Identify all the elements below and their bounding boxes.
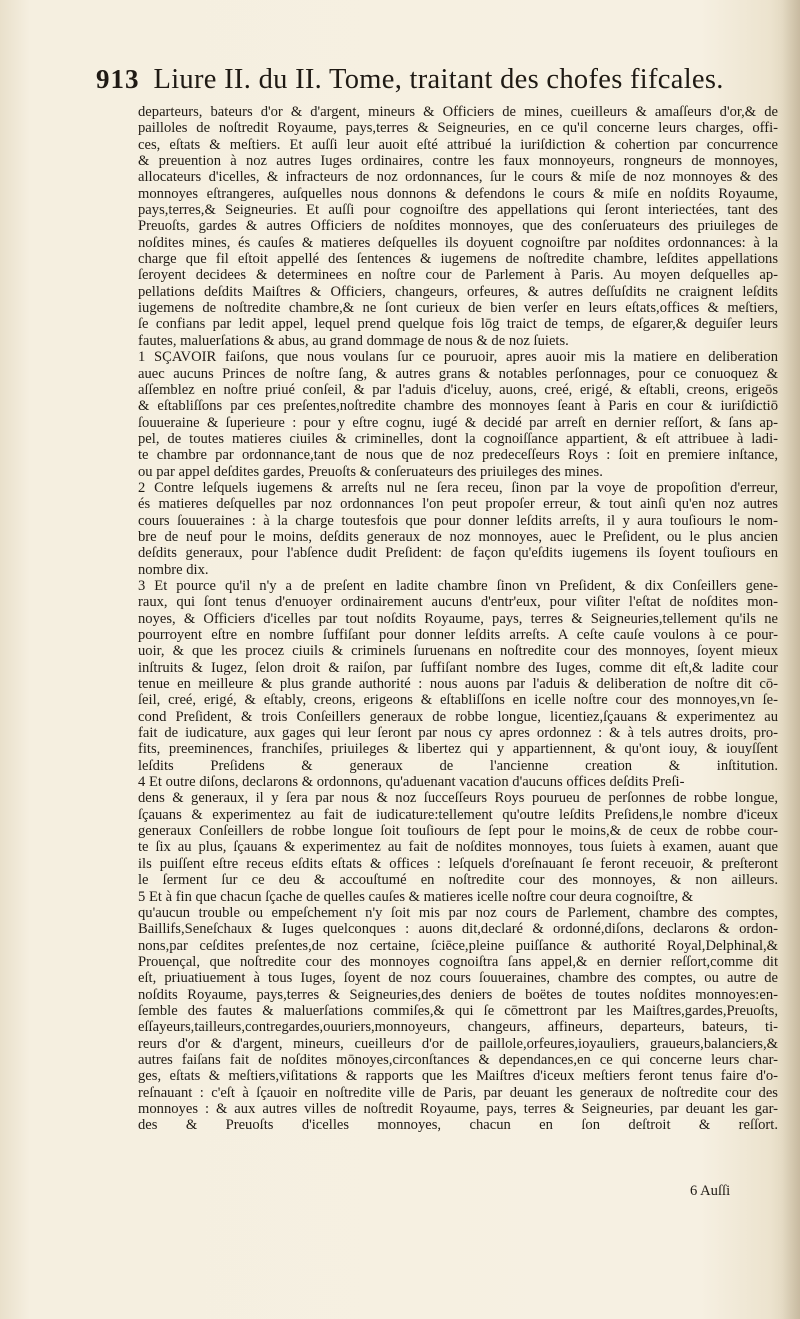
text-line: eſt, priuatiuement à tous Iuges, ſoyent de noz cours ſouueraines, chambre des comptes, ou autre de [138, 970, 778, 987]
text-line: ils puiſſent eſtre receus eſdits eſtats & offices : leſquels d'oreſnauant ſe feront receuoir, & preſteront [138, 855, 778, 872]
text-line: qu'aucun trouble ou empeſchement n'y ſoit mis par noz cours de Parlement, chambre des comptes, [138, 904, 778, 921]
text-line: departeurs, bateurs d'or & d'argent, mineurs & Officiers de mines, cueilleurs & amaſſeurs d'or,& de [138, 104, 778, 120]
text-line: ſeroyent decidees & determinees en noſtre cour de Parlement à Paris. Au moyen deſquelles ap- [138, 267, 778, 284]
page-number: 913 [96, 64, 140, 94]
text-line: noſdites mines, és cauſes & matieres deſquelles ils doyuent cognoiſtre par noſdites ordonnances: à la [138, 234, 778, 251]
text-line: reurs d'or & d'argent, mineurs, cueilleurs d'or de paillole,orfeures,ioyauliers, graueurs,balanciers,& [138, 1035, 778, 1052]
text-line: allocateurs d'icelles, & infracteurs de noz ordonnances, ſur le cours & miſe de noz monnoyes & des [138, 169, 778, 186]
text-line: uoir, & que les procez ciuils & criminels ſuruenans en noſtredite cour des monnoyes, ſoyent mieux [138, 643, 778, 660]
text-line: cours ſouueraines : à la charge toutesfois que pour donner leſdits arreſts, il y aura touſiours le nom- [138, 512, 778, 529]
text-line: bre de neuf pour le moins, deſdits generaux de noz monnoyes, auec le Preſident, ou le plus ancien [138, 528, 778, 545]
text-line: noyes, & Officiers d'icelles par tout noſdits Royaume, pays, terres & Seigneuries,tellement qu'ils ne [138, 610, 778, 627]
text-line: generaux Conſeillers de robbe longue ſoit touſiours de ſept pour le moins,& de ceux de robbe cour- [138, 823, 778, 840]
text-line: monnoyes eſtrangeres, auſquelles nous donnons & defendons le cours & miſe en noſdits Royaume, [138, 185, 778, 202]
text-line: te ſix au plus, ſçauans & experimentez au fait de noſdites monnoyes, tous ſuiets à examen, auant que [138, 839, 778, 856]
text-line: ſe confians par ledit appel, lequel prend quelque fois lōg traict de temps, de eſgarer,& deguiſer leurs [138, 316, 778, 333]
text-line: eſſayeurs,tailleurs,contregardes,ouuriers,monnoyeurs, changeurs, affineurs, departeurs, bateurs, ti- [138, 1019, 778, 1036]
text-line: deſdits generaux, pour l'abſence dudit Preſident: de façon qu'eſdits iugemens ils ſoyent touſiours en [138, 545, 778, 562]
text-line: dens & generaux, il y ſera par nous & noz ſucceſſeurs Roys pourueu de perſonnes de robbe longue, [138, 790, 778, 807]
text-line: autres faiſans fait de noſdites mōnoyes,circonſtances & dependances,en ce qui concerne leurs char- [138, 1051, 778, 1068]
text-line: ſemble des fautes & maluerſations commiſes,& qui ſe cōmettront par les Maiſtres,gardes,Preuoſts, [138, 1002, 778, 1019]
text-line: reſnauant : c'eſt à ſçauoir en noſtredite ville de Paris, par deuant les generaux de noſtredite cour des [138, 1084, 778, 1101]
text-line: Preuoſts, gardes & autres Officiers de noſdites monnoyes, que des conſeruateurs des priuileges de [138, 218, 778, 235]
text-line: 2 Contre leſquels iugemens & arreſts nul ne ſera receu, ſinon par la voye de propoſition d'erreur, [138, 479, 778, 496]
text-line: charge que fil eſtoit appellé des ſentences & iugemens de noſtredite chambre, leſdites appellations [138, 251, 778, 268]
text-line: fait de iudicature, aux gages qui leur ſeront par nous cy apres ordonnez : & à tels autres droits, pro- [138, 725, 778, 742]
text-line: monnoyes : & aux autres villes de noſtredit Royaume, pays, terres & Seigneuries, par deuant les gar- [138, 1100, 778, 1117]
text-line: ou par appel deſdites gardes, Preuoſts & conſeruateurs des priuileges des mines. [138, 463, 603, 480]
text-line: tenue en meilleure & plus grande authorité : nous auons par l'aduis & deliberation de noſtre dit cō- [138, 676, 778, 693]
text-line: aſſemblez en noſtre priué conſeil, & par l'aduis d'iceluy, auons, creé, erigé, & eſtabli, creons, erigeōs [138, 381, 778, 398]
text-line: 5 Et à fin que chacun ſçache de quelles cauſes & matieres icelle noſtre cour deura cognoiſtre, & [138, 888, 694, 905]
text-line: ces, eſtats & meſtiers. Et auſſi leur auoit eſté attribué la iuriſdiction & cohertion par concurrence [138, 136, 778, 153]
text-line: iugemens de noſtredite chambre,& ne ſont curieux de bien verſer en leurs eſtats,offices & meſtiers, [138, 300, 778, 317]
running-title: Liure II. du II. Tome, traitant des chofes fifcales. [153, 64, 724, 95]
text-line: Prouençal, que noſtredite cour des monnoyes cognoiſtra ſans appel,& en dernier reſſort,comme dit [138, 953, 778, 970]
text-line: te chambre par ordonnance,tant de nous que de noz predeceſſeurs Roys : ſoit en premiere inſtance, [138, 447, 778, 464]
page-edge-shadow [782, 0, 800, 1319]
text-line: pailloles de noſtredit Royaume, pays,terres & Seigneuries, en ce qu'il concerne leurs charges, offi- [138, 120, 778, 137]
text-line: fits, preeminences, franchiſes, priuileges & libertez qui y appartiennent, & qu'ont iouy, & iouyſſent [138, 741, 778, 758]
text-line: pellations deſdits Maiſtres & Officiers, changeurs, orfeures, & autres deſſuſdits ne craignent leſdits [138, 283, 778, 300]
text-line: ſouueraine & ſuperieure : pour y eſtre cognu, iugé & decidé par arreſt en dernier reſſort, & ſans ap- [138, 414, 778, 431]
text-line: des & Preuoſts d'icelles monnoyes, chacun en ſon deſtroit & reſſort. [138, 1117, 778, 1134]
text-line: 1 SÇAVOIR faiſons, que nous voulans ſur ce pouruoir, apres auoir mis la matiere en deliberation [138, 349, 778, 366]
text-body [138, 104, 778, 1134]
text-line: auec aucuns Princes de noſtre ſang, & autres grans & notables perſonnages, pour ce conuoquez & [138, 365, 778, 382]
text-line: inſtruits & Iugez, ſelon droit & raiſon, par ſuffiſant nombre des Iuges, comme dit eſt,& ladite cour [138, 659, 778, 676]
text-line: cond Preſident, & trois Conſeillers generaux de robbe longue, licentiez,ſçauans & experimentez au [138, 708, 778, 725]
text-line: & eſtabliſſons par ces preſentes,noſtredite chambre des monnoyes ſeant à Paris en cour & iuriſdictiō [138, 398, 778, 415]
text-line: pel, de toutes matieres ciuiles & criminelles, dont la cognoiſſance appartient, & eſt attribuee à ladi- [138, 430, 778, 447]
text-line: & preuention à noz autres Iuges ordinaires, contre les faux monnoyeurs, rongneurs de monnoyes, [138, 153, 778, 170]
text-line: ges, eſtats & meſtiers,viſitations & rapports que les Maiſtres d'iceux meſtiers feront tenus faire d'o- [138, 1068, 778, 1085]
text-line: noſdits Royaume, pays,terres & Seigneuries,des deniers de boëtes de toutes noſdites monnoyes:en- [138, 986, 778, 1003]
text-line: Baillifs,Seneſchaux & Iuges quelconques : auons dit,declaré & ordonné,diſons, declarons & ordon- [138, 921, 778, 938]
text-line: nombre dix. [138, 561, 209, 578]
catchword: 6 Auſſi [690, 1183, 731, 1199]
text-line: raux, qui ſont tenus d'enuoyer ordinairement aucuns d'entr'eux, pour viſiter l'eſtat de noſdites mon- [138, 594, 778, 611]
text-line: nons,par ceſdites preſentes,de noz certaine, ſciēce,pleine puiſſance & authorité Royal,Delphinal,& [138, 937, 778, 954]
running-header [96, 64, 736, 108]
text-line: le ſerment ſur ce deu & accouſtumé en noſtredite cour des monnoyes, & non ailleurs. [138, 872, 778, 889]
text-line: pourroyent eſtre en nombre ſuffiſant pour donner leſdits arreſts. A ceſte cauſe voulons à ce pour- [138, 627, 778, 643]
text-line: leſdits Preſidens & generaux de l'ancienne creation & inſtitution. [138, 757, 778, 774]
text-line: pays,terres,& Seigneuries. Et auſſi pour cognoiſtre des appellations qui ſeront interiectées, tant des [138, 202, 778, 219]
text-line: és matieres deſquelles par noz ordonnances l'on peut propoſer erreur, & tout ainſi qu'en noz autres [138, 496, 778, 513]
text-line: 3 Et pource qu'il n'y a de preſent en ladite chambre ſinon vn Preſident, & dix Conſeillers gene- [138, 577, 778, 594]
text-line: 4 Et outre diſons, declarons & ordonnons, qu'aduenant vacation d'aucuns offices deſdits Preſi- [138, 774, 685, 791]
text-line: fautes, maluerſations & abus, au grand dommage de nous & de noz ſuiets. [138, 332, 569, 349]
text-line: ſçauans & experimentez au fait de iudicature:tellement qu'outre leſdits Preſidens,le nombre d'iceux [138, 806, 778, 823]
text-line: ſeil, creé, erigé, & eſtably, creons, erigeons & eſtabliſſons en icelle noſtre cour des monnoyes,vn ſe- [138, 692, 778, 709]
